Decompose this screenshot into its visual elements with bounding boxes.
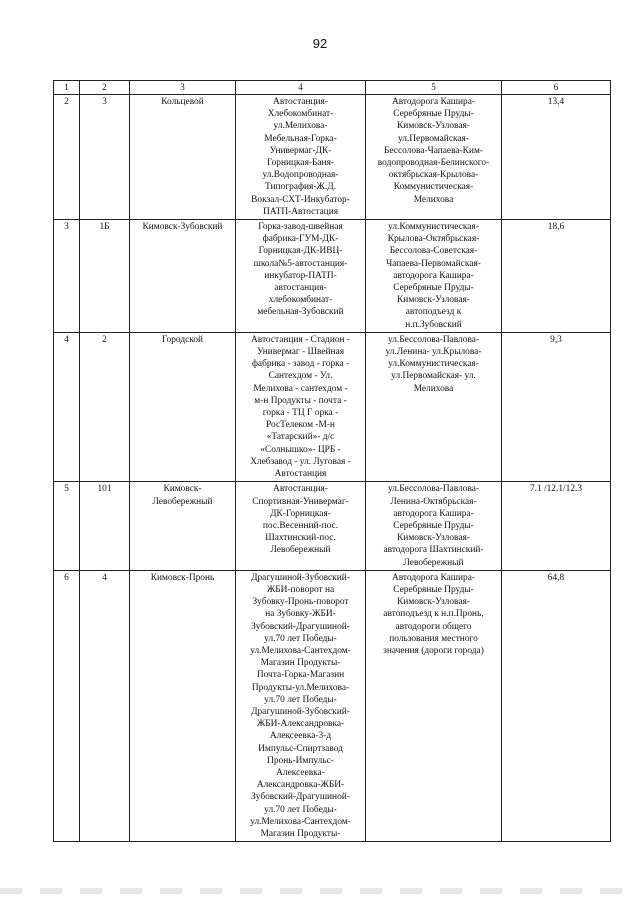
streets-cell bbox=[366, 220, 502, 333]
streets-cell-line: Ленина-Октябрьская- bbox=[390, 496, 477, 507]
column-header: 3 bbox=[130, 81, 236, 95]
route-name-cell: Кимовск-Пронь bbox=[130, 570, 236, 841]
streets-cell-line: Левобережный bbox=[403, 557, 464, 568]
route-name-cell: Кольцевой bbox=[130, 95, 236, 220]
stops-cell-line: Сантехдом - Ул. bbox=[268, 371, 333, 382]
stops-cell-line: Хлебокомбинат- bbox=[267, 109, 334, 120]
stops-cell-line: хлебокомбинат- bbox=[268, 295, 333, 306]
streets-cell-line: Чапаева-Первомайская- bbox=[386, 258, 481, 269]
streets-cell-line: автодорога Шахтинский- bbox=[383, 545, 484, 556]
streets-cell-line: Серебряные Пруды- bbox=[393, 283, 474, 294]
stops-cell-line: ул.70 лет Победы- bbox=[264, 694, 337, 705]
stops-cell-line: Универмаг-ДК- bbox=[269, 145, 332, 156]
column-header: 1 bbox=[54, 81, 80, 95]
streets-cell-line: автодороги общего bbox=[395, 621, 472, 632]
route-number-cell: 3 bbox=[80, 95, 130, 220]
streets-cell-line: Автодорога Кашира- bbox=[391, 97, 476, 107]
stops-cell bbox=[236, 220, 366, 333]
streets-cell-line: Крылова-Октябрьская- bbox=[387, 234, 480, 245]
stops-cell-line: Автостанция- bbox=[273, 484, 328, 495]
column-header: 2 bbox=[80, 81, 130, 95]
routes-table bbox=[53, 80, 611, 842]
stops-cell-line: на Зубовку-ЖБИ- bbox=[265, 609, 336, 620]
route-name-cell bbox=[130, 482, 236, 570]
stops-cell-line: фабрика-ГУМ-ДК- bbox=[262, 234, 339, 245]
stops-cell-line: Магазин Продукты- bbox=[260, 658, 341, 669]
streets-cell-line: Автодорога Кашира- bbox=[391, 572, 476, 583]
streets-cell-line: Кимовск-Узловая- bbox=[397, 121, 470, 132]
stops-cell-line: Драгушиной-Зубовский- bbox=[251, 572, 350, 583]
stops-cell-line: Горка-завод-швейная bbox=[258, 222, 343, 233]
stops-cell-line: ул.Водопроводная- bbox=[262, 170, 339, 181]
stops-cell-line: инкубатор-ПАТП- bbox=[264, 270, 337, 281]
streets-cell-line: Коммунистическая- bbox=[393, 182, 474, 193]
page-number: 92 bbox=[312, 36, 328, 51]
stops-cell-line: Алексеевка- bbox=[276, 767, 325, 778]
table-row bbox=[54, 95, 611, 220]
row-index-cell: 5 bbox=[54, 482, 80, 570]
row-index-cell: 3 bbox=[54, 220, 80, 333]
stops-cell-line: ул.70 лет Победы- bbox=[264, 804, 337, 815]
stops-cell bbox=[236, 95, 366, 220]
stops-cell-line: фабрика - завод - горка - bbox=[251, 359, 350, 370]
stops-cell-line: школа№5-автостанция- bbox=[253, 258, 348, 269]
stops-cell-line: РосТелеком -М-н bbox=[266, 420, 335, 431]
stops-cell-line: Магазин Продукты- bbox=[260, 828, 341, 839]
column-header: 4 bbox=[236, 81, 366, 95]
streets-cell-line: автоподъезд к н.п.Пронь, bbox=[383, 609, 484, 620]
streets-cell-line: Серебряные Пруды- bbox=[393, 584, 474, 595]
table-row bbox=[54, 332, 611, 481]
table-row bbox=[54, 570, 611, 841]
streets-cell-line: Серебряные Пруды- bbox=[393, 109, 474, 120]
stops-cell-line: Мелихова - сантехдом - bbox=[253, 383, 348, 394]
route-number-cell: 101 bbox=[80, 482, 130, 570]
stops-cell-line: Мебельная-Горка- bbox=[264, 133, 337, 144]
stops-cell-line: Универмаг - Швейная bbox=[256, 347, 345, 358]
stops-cell-line: Зубовку-Пронь-поворот bbox=[252, 597, 349, 608]
streets-cell-line: Кимовск-Узловая- bbox=[397, 533, 470, 544]
route-length-cell: 7.1 /12.1/12.3 bbox=[502, 482, 611, 570]
route-length-cell: 64,8 bbox=[502, 570, 611, 841]
route-length-cell: 13,4 bbox=[502, 95, 611, 220]
stops-cell-line: ПАТП-Автостация bbox=[262, 206, 339, 217]
stops-cell-line: ЖБИ-Александровка- bbox=[256, 719, 345, 730]
column-header: 5 bbox=[366, 81, 502, 95]
route-name-cell: Кимовск-Зубовский bbox=[130, 220, 236, 333]
streets-cell-line: значения (дороги города) bbox=[383, 645, 484, 656]
stops-cell bbox=[236, 332, 366, 481]
streets-cell-line: Мелихова bbox=[413, 194, 454, 205]
streets-cell-line: автодорога Кашира- bbox=[393, 270, 474, 281]
stops-cell-line: Продукты-ул.Мелихова- bbox=[251, 682, 350, 693]
scan-artifact bbox=[0, 888, 640, 894]
row-index-cell: 2 bbox=[54, 95, 80, 220]
stops-cell-line: Горницкая-Баня- bbox=[266, 158, 335, 169]
streets-cell bbox=[366, 570, 502, 841]
streets-cell-line: ул.Коммунистическая- bbox=[388, 222, 479, 233]
streets-cell-line: Бессолова-Чапаева-Ким- bbox=[384, 145, 483, 156]
column-header: 6 bbox=[502, 81, 611, 95]
stops-cell-line: Горницкая-ДК-ИВЦ- bbox=[258, 246, 343, 257]
stops-cell-line: Шахтинский-пос. bbox=[265, 533, 336, 544]
route-length-cell: 18,6 bbox=[502, 220, 611, 333]
streets-cell-line: ул.Бессолова-Павлова- bbox=[387, 334, 480, 345]
route-name-cell-line: Левобережный bbox=[152, 496, 213, 507]
stops-cell-line: Зубовский-Драгушиной- bbox=[251, 792, 350, 803]
stops-cell-line: пос.Весенний-пос. bbox=[262, 520, 339, 531]
streets-cell-line: ул.Коммунистическая- bbox=[388, 359, 479, 370]
streets-cell-line: Бессолова-Советская- bbox=[389, 246, 478, 257]
streets-cell-line: Кимовск-Узловая- bbox=[397, 597, 470, 608]
table-row bbox=[54, 220, 611, 333]
stops-cell-line: «Татарский»- д/с bbox=[266, 432, 335, 443]
stops-cell-line: ЖБИ-поворот на bbox=[266, 584, 335, 595]
row-index-cell: 4 bbox=[54, 332, 80, 481]
streets-cell-line: Мелихова bbox=[413, 383, 454, 394]
stops-cell-line: Почта-Горка-Магазин bbox=[256, 670, 345, 681]
stops-cell-line: «Солнышко»- ЦРБ - bbox=[260, 444, 341, 455]
streets-cell bbox=[366, 482, 502, 570]
stops-cell-line: ул.Мелихова-Сантехдом- bbox=[250, 645, 351, 656]
streets-cell-line: Кимовск-Узловая- bbox=[397, 295, 470, 306]
route-length-cell: 9,3 bbox=[502, 332, 611, 481]
stops-cell bbox=[236, 570, 366, 841]
table-header-row bbox=[54, 81, 611, 95]
route-number-cell: 4 bbox=[80, 570, 130, 841]
stops-cell-line: Типография-Ж.Д. bbox=[265, 182, 336, 193]
route-name-cell-line: Кимовск- bbox=[163, 484, 202, 495]
stops-cell-line: Вокзал-СХТ-Инкубатор- bbox=[251, 194, 350, 205]
streets-cell-line: ул.Ленина- ул.Крылова- bbox=[385, 347, 482, 358]
streets-cell-line: ул.Первомайская- bbox=[397, 133, 469, 144]
route-number-cell: 1Б bbox=[80, 220, 130, 333]
streets-cell-line: н.п.Зубовский bbox=[405, 319, 462, 330]
stops-cell-line: Автостанция bbox=[274, 469, 327, 480]
stops-cell-line: горка - ТЦ Г орка - bbox=[262, 408, 339, 419]
stops-cell-line: м-н Продукты - почта - bbox=[254, 395, 347, 406]
streets-cell-line: ул.Первомайская- ул. bbox=[391, 371, 476, 382]
stops-cell-line: Хлебзавод - ул. Луговая - bbox=[250, 456, 351, 467]
stops-cell-line: мебельная-Зубовский bbox=[257, 307, 344, 318]
stops-cell-line: Пронь-Импульс- bbox=[267, 755, 334, 766]
stops-cell-line: ул.70 лет Победы- bbox=[264, 633, 337, 644]
streets-cell-line: водопроводная-Белинского- bbox=[377, 158, 490, 169]
route-number-cell: 2 bbox=[80, 332, 130, 481]
stops-cell-line: Спортивная-Универмаг- bbox=[252, 496, 349, 507]
stops-cell-line: автостанция- bbox=[274, 283, 327, 294]
stops-cell-line: ул.Мелихова- bbox=[273, 121, 328, 132]
stops-cell-line: Левобережный bbox=[270, 545, 331, 556]
table-row bbox=[54, 482, 611, 570]
streets-cell-line: Серебряные Пруды- bbox=[393, 520, 474, 531]
streets-cell-line: пользования местного bbox=[389, 633, 478, 644]
streets-cell-line: октябрьская-Крылова- bbox=[388, 170, 479, 181]
streets-cell-line: автодорога Кашира- bbox=[393, 508, 474, 519]
stops-cell-line: ДК-Горницкая- bbox=[270, 508, 331, 519]
route-name-cell: Городской bbox=[130, 332, 236, 481]
streets-cell bbox=[366, 95, 502, 220]
stops-cell bbox=[236, 482, 366, 570]
streets-cell-line: автоподъезд к bbox=[405, 307, 462, 318]
row-index-cell: 6 bbox=[54, 570, 80, 841]
stops-cell-line: Драгушиной-Зубовский- bbox=[251, 706, 350, 717]
stops-cell-line: Зубовский-Драгушиной- bbox=[251, 621, 350, 632]
streets-cell-line: ул.Бессолова-Павлова- bbox=[387, 484, 480, 495]
stops-cell-line: ул.Мелихова-Сантехдом- bbox=[250, 816, 351, 827]
streets-cell bbox=[366, 332, 502, 481]
stops-cell-line: Автостанция- bbox=[273, 97, 328, 107]
stops-cell-line: Алексеевка-3-д bbox=[269, 731, 332, 742]
stops-cell-line: Александровка-ЖБИ- bbox=[256, 780, 345, 791]
stops-cell-line: Автостанция - Стадион - bbox=[250, 334, 351, 345]
stops-cell-line: Импульс-Спиртзавод bbox=[258, 743, 343, 754]
